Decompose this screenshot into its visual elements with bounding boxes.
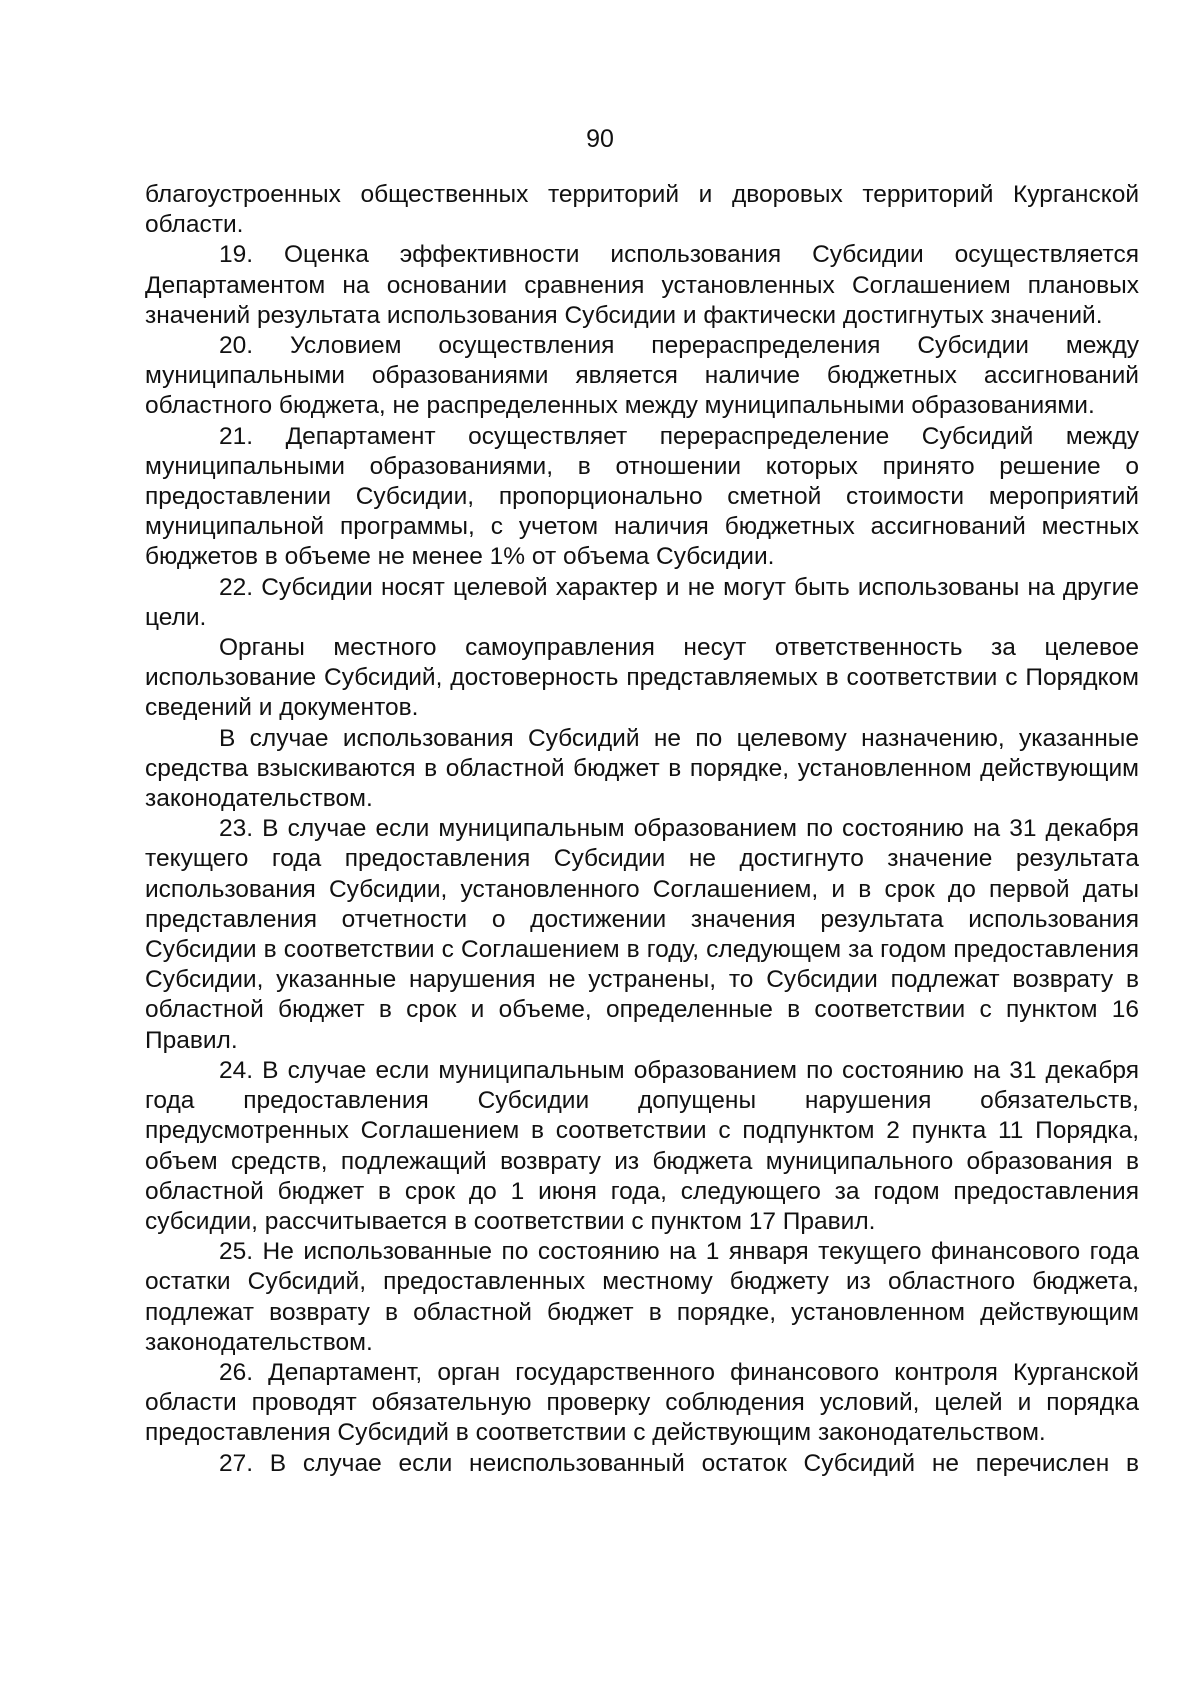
paragraph-item-21: 21. Департамент осуществляет перераспределение Субсидий между муниципальными образованиями, в отношении которых принято решение о предоставлении Субсидии, пропорционально сметной стоимости мероприятий муниципальной программы, с учетом наличия бюджетных ассигнований местных бюджетов в объеме не менее 1% от объема Субсидии. — [145, 422, 1139, 571]
paragraph-local-authorities: Органы местного самоуправления несут ответственность за целевое использование Субсидий, достоверность представляемых в соответствии с Порядком сведений и документов. — [145, 634, 1139, 722]
page-number: 90 — [586, 125, 614, 153]
paragraph-misuse-recovery: В случае использования Субсидий не по целевому назначению, указанные средства взыскиваются в областной бюджет в порядке, установленном действующим законодательством. — [145, 724, 1139, 813]
document-body — [145, 180, 1139, 1479]
paragraph-item-19: 19. Оценка эффективности использования Субсидии осуществляется Департаментом на основании сравнения установленных Соглашением плановых значений результата использования Субсидии и фактически достигнутых значений. — [145, 241, 1139, 329]
paragraph-item-27: 27. В случае если неиспользованный остаток Субсидий не перечислен в — [219, 1449, 1139, 1477]
paragraph-item-26: 26. Департамент, орган государственного финансового контроля Курганской области проводят обязательную проверку соблюдения условий, целей и порядка предоставления Субсидий в соответствии с действующим законодательством. — [145, 1358, 1139, 1447]
paragraph-continuation: благоустроенных общественных территорий и дворовых территорий Курганской области. — [145, 181, 1139, 239]
paragraph-item-25: 25. Не использованные по состоянию на 1 января текущего финансового года остатки Субсидий, предоставленных местному бюджету из областного бюджета, подлежат возврату в областной бюджет в порядке, установленном действующим законодательством. — [145, 1238, 1139, 1356]
paragraph-item-24: 24. В случае если муниципальным образованием по состоянию на 31 декабря года предоставления Субсидии допущены нарушения обязательств, предусмотренных Соглашением в соответствии с подпунктом 2 пункта 11 Порядка, объем средств, подлежащий возврату из бюджета муниципального образования в областной бюджет в срок до 1 июня года, следующего за годом предоставления субсидии, рассчитывается в соответствии с пунктом 17 Правил. — [145, 1056, 1139, 1235]
paragraph-item-23: 23. В случае если муниципальным образованием по состоянию на 31 декабря текущего года предоставления Субсидии не достигнуто значение результата использования Субсидии, установленного Соглашением, и в срок до первой даты представления отчетности о достижении значения результата использования Субсидии в соответствии с Соглашением в году, следующем за годом предоставления Субсидии, указанные нарушения не устранены, то Субсидии подлежат возврату в областной бюджет в срок и объеме, определенные в соответствии с пунктом 16 Правил. — [145, 815, 1139, 1054]
paragraph-item-22: 22. Субсидии носят целевой характер и не могут быть использованы на другие цели. — [145, 573, 1139, 631]
paragraph-item-20: 20. Условием осуществления перераспределения Субсидии между муниципальными образованиями является наличие бюджетных ассигнований областного бюджета, не распределенных между муниципальными образованиями. — [145, 332, 1139, 420]
